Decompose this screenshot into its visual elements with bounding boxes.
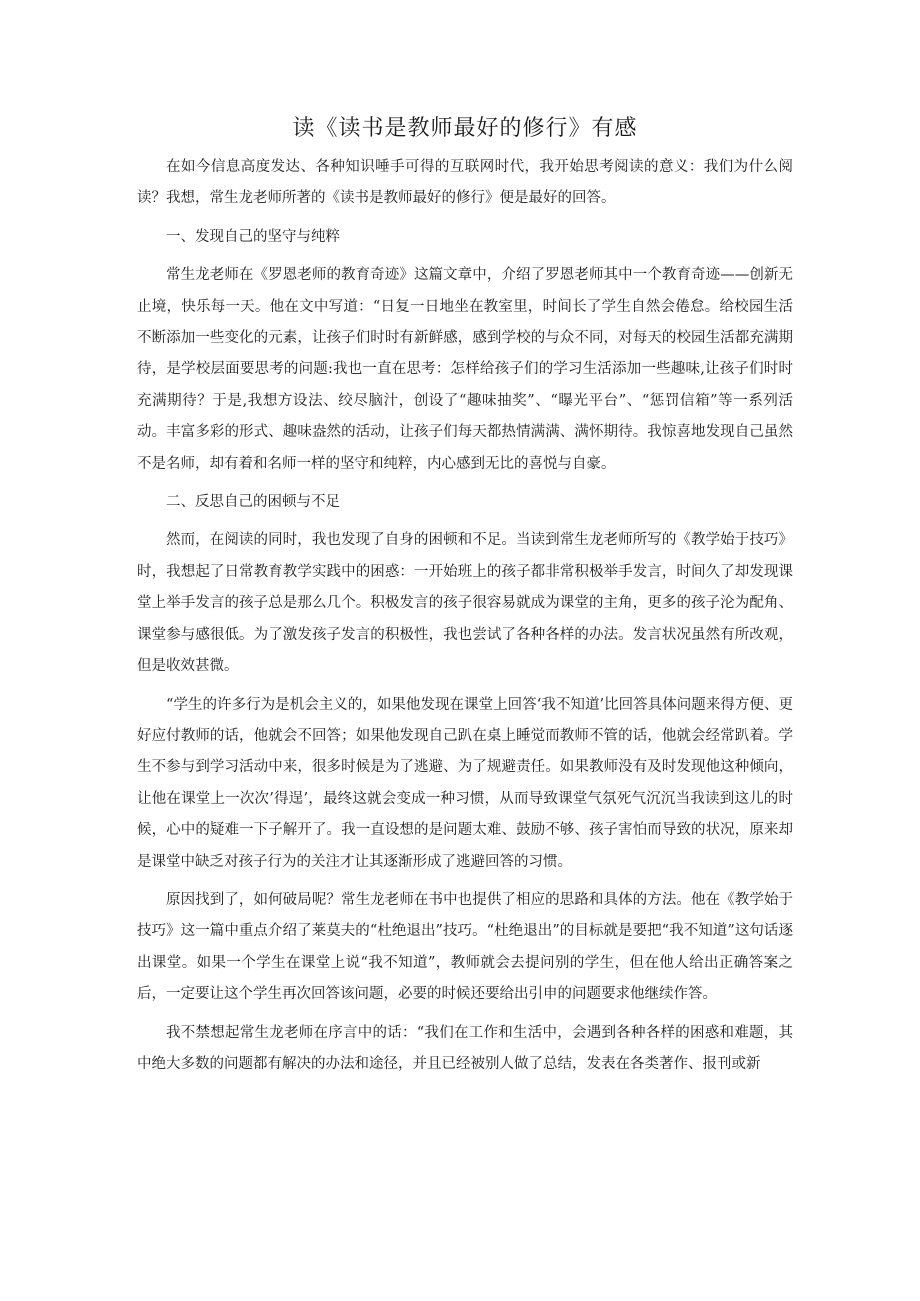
paragraph-closing: 我不禁想起常生龙老师在序言中的话：“我们在工作和生活中，会遇到各种各样的困惑和难题，其中绝大多数的问题都有解决的办法和途径，并且已经被别人做了总结，发表在各类著作、报刊或新 bbox=[137, 1024, 793, 1072]
paragraph-intro: 在如今信息高度发达、各种知识唾手可得的互联网时代，我开始思考阅读的意义：我们为什么阅读？我想，常生龙老师所著的《读书是教师最好的修行》便是最好的回答。 bbox=[137, 159, 793, 207]
paragraph-section-1: 常生龙老师在《罗恩老师的教育奇迹》这篇文章中，介绍了罗恩老师其中一个教育奇迹——创新无止境，快乐每一天。他在文中写道：“日复一日地坐在教室里，时间长了学生自然会倦怠。给校园生活不断添加一些变化的元素，让孩子们时时有新鲜感，感到学校的与众不同，对每天的校园生活都充满期待，是学校层面要思考的问题:我也一直在思考：怎样给孩子们的学习生活添加一些趣味,让孩子们时时充满期待？于是,我想方设法、绞尽脑汁，创设了“趣味抽奖”、“曝光平台”、“惩罚信箱”等一系列活动。丰富多彩的形式、趣味盎然的活动，让孩子们每天都热情满满、满怀期待。我惊喜地发现自己虽然不是名师，却有着和名师一样的坚守和纯粹，内心感到无比的喜悦与自豪。 bbox=[137, 267, 793, 472]
section-heading-2: 二、反思自己的困顿与不足 bbox=[166, 494, 340, 511]
section-heading-1: 一、发现自己的坚守与纯粹 bbox=[166, 228, 340, 245]
paragraph-section-2a: 然而，在阅读的同时，我也发现了自身的困顿和不足。当读到常生龙老师所写的《教学始于技巧》时，我想起了日常教育教学实践中的困惑：一开始班上的孩子都非常积极举手发言，时间久了却发现课堂上举手发言的孩子总是那么几个。积极发言的孩子很容易就成为课堂的主角，更多的孩子沦为配角、课堂参与感很低。为了激发孩子发言的积极性，我也尝试了各种各样的办法。发言状况虽然有所改观，但是收效甚微。 bbox=[137, 532, 793, 675]
paragraph-quote: “学生的许多行为是机会主义的，如果他发现在课堂上回答‘我不知道’比回答具体问题来得方便、更好应付教师的话，他就会不回答；如果他发现自己趴在桌上睡觉而教师不管的话，他就会经常趴着。学生不参与到学习活动中来，很多时候是为了逃避、为了规避责任。如果教师没有及时发现他这种倾向，让他在课堂上一次次’得逞’，最终这就会变成一种习惯，从而导致课堂气氛死气沉沉当我读到这儿的时候，心中的疑难一下子解开了。我一直设想的是问题太难、鼓励不够、孩子害怕而导致的状况，原来却是课堂中缺乏对孩子行为的关注才让其逐渐形成了逃避回答的习惯。 bbox=[137, 696, 793, 870]
document-title: 读《读书是教师最好的修行》有感 bbox=[292, 116, 638, 141]
document-page bbox=[137, 0, 793, 1080]
paragraph-section-2b: 原因找到了，如何破局呢？常生龙老师在书中也提供了相应的思路和具体的方法。他在《教学始于技巧》这一篇中重点介绍了莱莫夫的“杜绝退出”技巧。“杜绝退出”的目标就是要把“我不知道”这句话逐出课堂。如果一个学生在课堂上说“我不知道”，教师就会去提问别的学生，但在他人给出正确答案之后，一定要让这个学生再次回答该问题，必要的时候还要给出引申的问题要求他继续作答。 bbox=[137, 891, 793, 1003]
